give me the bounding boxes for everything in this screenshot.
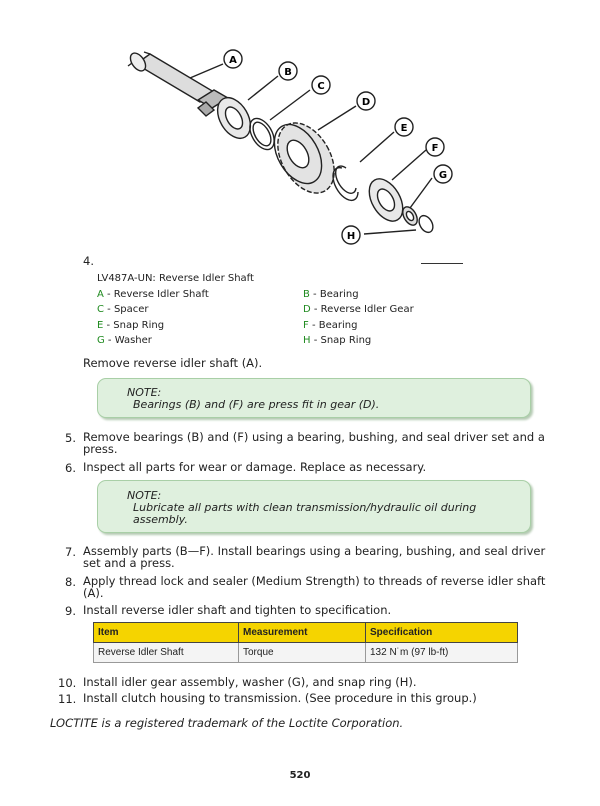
step-5-line1: Remove bearings (B) and (F) using a bearing, bushing, and seal driver set and a [83, 430, 545, 444]
gear-d-part [265, 113, 346, 203]
step-10-number: 10. [58, 676, 77, 690]
note-box-press-fit [97, 378, 531, 418]
table-header-row [94, 623, 518, 643]
reverse-idler-shaft-illustration [110, 40, 470, 250]
callout-b [279, 62, 297, 80]
step-6-number: 6. [65, 461, 76, 475]
snap-ring-e-part [333, 166, 358, 200]
step-6-text: Inspect all parts for wear or damage. Replace as necessary. [83, 460, 427, 474]
step-4-text: Remove reverse idler shaft (A). [83, 356, 263, 370]
step-5-number: 5. [65, 431, 76, 445]
step-8-line2: (A). [83, 586, 104, 600]
step-9-text: Install reverse idler shaft and tighten to specification. [83, 603, 392, 617]
note-title: NOTE: [127, 489, 162, 502]
svg-text:B: B [284, 67, 292, 78]
note-body-line2: assembly. [133, 513, 188, 526]
svg-text:E: E [400, 123, 408, 134]
svg-text:G: G [438, 170, 448, 181]
svg-text:D: D [361, 97, 371, 108]
legend-item-d: D - Reverse Idler Gear [303, 304, 414, 315]
snap-ring-h-part [416, 213, 435, 235]
note-body: Bearings (B) and (F) are press fit in gear (D). [133, 398, 380, 411]
callout-g [434, 165, 452, 183]
step-7-line2: set and a press. [83, 556, 175, 570]
step-8-number: 8. [65, 575, 76, 589]
legend-item-f: F - Bearing [303, 320, 358, 331]
torque-spec-table [93, 622, 518, 663]
cell-measurement: Torque [239, 643, 366, 663]
step-9-number: 9. [65, 604, 76, 618]
legend-item-g: G - Washer [97, 335, 152, 346]
figure-rule [421, 263, 463, 264]
step-5-line2: press. [83, 442, 118, 456]
svg-text:F: F [431, 143, 439, 154]
cell-item: Reverse Idler Shaft [94, 643, 239, 663]
cell-specification: 132 N˙m (97 lb-ft) [366, 643, 518, 663]
step-11-number: 11. [58, 692, 77, 706]
svg-text:H: H [346, 231, 356, 242]
svg-text:A: A [229, 55, 237, 66]
callout-a [224, 50, 242, 68]
legend-item-a: A - Reverse Idler Shaft [97, 289, 209, 300]
callout-d [357, 92, 375, 110]
step-10-text: Install idler gear assembly, washer (G), and snap ring (H). [83, 675, 417, 689]
callout-f [426, 138, 444, 156]
bearing-f-part [362, 173, 409, 227]
note-box-lubricate [97, 480, 531, 533]
legend-item-b: B - Bearing [303, 289, 359, 300]
legend-item-c: C - Spacer [97, 304, 149, 315]
step-11-text: Install clutch housing to transmission. (See procedure in this group.) [83, 691, 477, 705]
trademark-notice: LOCTITE is a registered trademark of the Loctite Corporation. [50, 716, 404, 730]
step-7-line1: Assembly parts (B—F). Install bearings using a bearing, bushing, and seal driver [83, 544, 546, 558]
legend-item-h: H - Snap Ring [303, 335, 372, 346]
svg-text:C: C [317, 81, 325, 92]
header-item: Item [94, 623, 239, 643]
note-body-line1: Lubricate all parts with clean transmission/hydraulic oil during [133, 501, 477, 514]
note-title: NOTE: [127, 386, 162, 399]
callout-c [312, 76, 330, 94]
legend-item-e: E - Snap Ring [97, 320, 165, 331]
callout-h [342, 226, 360, 244]
step-4-number: 4. [83, 254, 94, 268]
header-specification: Specification [366, 623, 518, 643]
shaft-part [127, 50, 228, 116]
step-8-line1: Apply thread lock and sealer (Medium Strength) to threads of reverse idler shaft [83, 574, 546, 588]
figure-caption: LV487A-UN: Reverse Idler Shaft [97, 273, 254, 284]
callout-e [395, 118, 413, 136]
header-measurement: Measurement [239, 623, 366, 643]
step-7-number: 7. [65, 545, 76, 559]
table-row [94, 643, 518, 663]
page-number: 520 [289, 770, 311, 781]
